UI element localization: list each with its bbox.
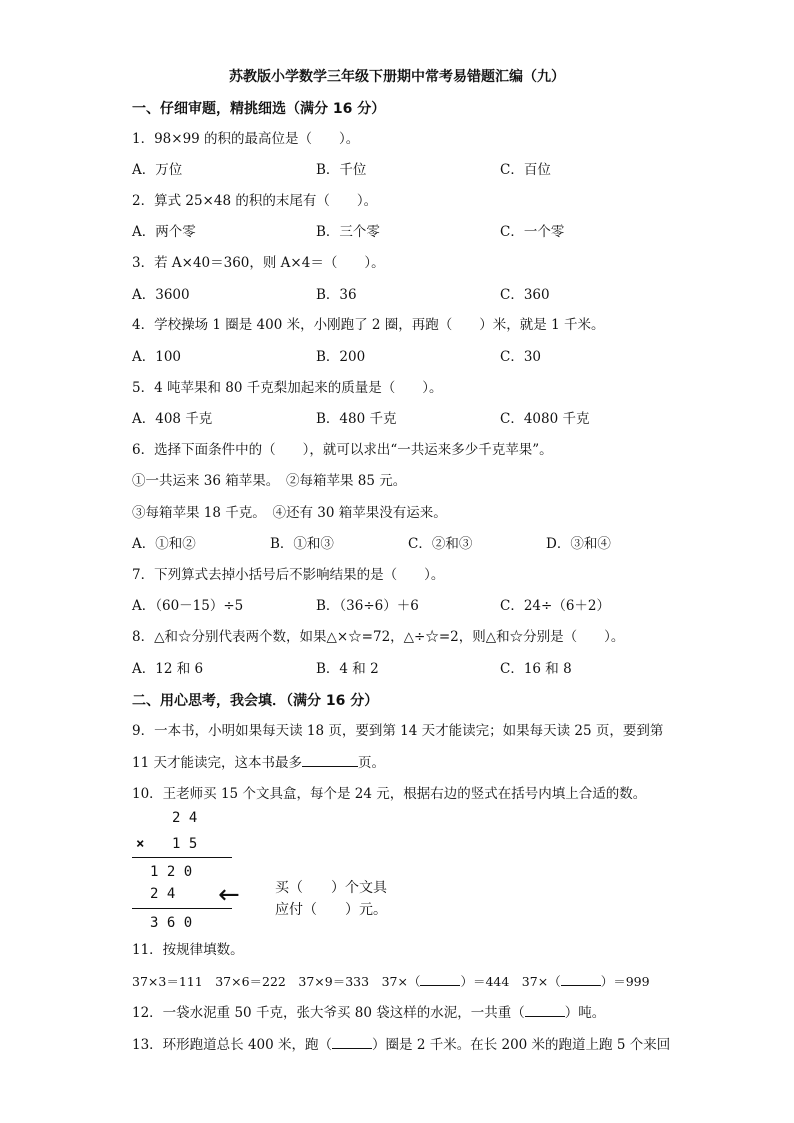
question-3: 3．若 A×40＝360，则 A×4＝（ ）。 xyxy=(132,255,385,271)
q6-option-d[interactable]: D．③和④ xyxy=(546,536,611,552)
q11-sequence xyxy=(132,971,650,992)
calc-note-1: 买（ ）个文具 xyxy=(275,880,387,896)
q1-option-c[interactable]: C．百位 xyxy=(500,162,551,178)
section-2-heading: 二、用心思考，我会填．（满分 16 分） xyxy=(132,693,379,709)
q6-conditions-2: ③每箱苹果 18 千克。 ④还有 30 箱苹果没有运来。 xyxy=(132,505,447,521)
question-1: 1．98×99 的积的最高位是（ ）。 xyxy=(132,131,360,147)
q5-option-c[interactable]: C．4080 千克 xyxy=(500,411,590,427)
question-9-line-2 xyxy=(132,752,385,773)
q11-blank-2[interactable] xyxy=(561,971,601,986)
arrow-left-icon: ← xyxy=(218,880,240,910)
multiply-sign: × xyxy=(136,836,145,852)
q6-option-a[interactable]: A．①和② xyxy=(132,536,196,552)
q7-option-b[interactable]: B．（36÷6）＋6 xyxy=(316,598,419,614)
q12-blank[interactable] xyxy=(525,1002,565,1017)
question-6: 6．选择下面条件中的（ ），就可以求出“一共运来多少千克苹果”。 xyxy=(132,442,553,458)
calc-row-4: 2 4 xyxy=(150,886,176,902)
q11-seq-c: ）＝999 xyxy=(600,974,650,989)
q5-option-a[interactable]: A．408 千克 xyxy=(132,411,213,427)
question-13 xyxy=(132,1034,670,1055)
calc-row-5: 3 6 0 xyxy=(150,915,193,931)
calc-row-3: 1 2 0 xyxy=(150,864,193,880)
q2-option-b[interactable]: B．三个零 xyxy=(316,224,380,240)
q13-text-b: ）圈是 2 千米。在长 200 米的跑道上跑 5 个来回 xyxy=(372,1037,671,1053)
q13-blank[interactable] xyxy=(332,1034,372,1049)
calc-rule-2 xyxy=(132,908,232,909)
q8-option-b[interactable]: B．4 和 2 xyxy=(316,661,379,677)
q11-seq-b: ）＝444 37×（ xyxy=(460,974,561,989)
q8-option-a[interactable]: A．12 和 6 xyxy=(132,661,204,677)
q2-option-a[interactable]: A．两个零 xyxy=(132,224,196,240)
q6-option-c[interactable]: C．②和③ xyxy=(408,536,473,552)
q4-option-b[interactable]: B．200 xyxy=(316,349,366,365)
question-8: 8．△和☆分别代表两个数，如果△×☆=72，△÷☆=2，则△和☆分别是（ ）。 xyxy=(132,629,625,645)
question-12 xyxy=(132,1002,605,1023)
q1-option-b[interactable]: B．千位 xyxy=(316,162,367,178)
q12-text-b: ）吨。 xyxy=(564,1005,606,1021)
page-title: 苏教版小学数学三年级下册期中常考易错题汇编（九） xyxy=(229,69,565,85)
q7-option-a[interactable]: A．（60－15）÷5 xyxy=(132,598,244,614)
q7-option-c[interactable]: C．24÷（6＋2） xyxy=(500,598,610,614)
question-10: 10．王老师买 15 个文具盒，每个是 24 元，根据右边的竖式在括号内填上合适的数。 xyxy=(132,786,647,802)
q3-option-c[interactable]: C．360 xyxy=(500,287,550,303)
question-4: 4．学校操场 1 圈是 400 米，小刚跑了 2 圈，再跑（ ）米，就是 1 千米。 xyxy=(132,317,605,333)
question-11: 11．按规律填数。 xyxy=(132,942,244,958)
q9-answer-blank[interactable] xyxy=(302,752,358,767)
question-2: 2．算式 25×48 的积的末尾有（ ）。 xyxy=(132,193,378,209)
calc-note-2: 应付（ ）元。 xyxy=(275,902,387,918)
q13-text-a: 13．环形跑道总长 400 米，跑（ xyxy=(132,1037,333,1053)
q6-conditions-1: ①一共运来 36 箱苹果。 ②每箱苹果 85 元。 xyxy=(132,473,407,489)
calc-row-1: 2 4 xyxy=(172,810,198,826)
q9-text-a: 11 天才能读完，这本书最多 xyxy=(132,755,302,771)
q4-option-c[interactable]: C．30 xyxy=(500,349,542,365)
q2-option-c[interactable]: C．一个零 xyxy=(500,224,565,240)
q12-text-a: 12．一袋水泥重 50 千克，张大爷买 80 袋这样的水泥，一共重（ xyxy=(132,1005,525,1021)
q9-text-b: 页。 xyxy=(357,755,385,771)
q11-blank-1[interactable] xyxy=(420,971,460,986)
q3-option-b[interactable]: B．36 xyxy=(316,287,357,303)
q5-option-b[interactable]: B．480 千克 xyxy=(316,411,397,427)
q4-option-a[interactable]: A．100 xyxy=(132,349,182,365)
section-1-heading: 一、仔细审题，精挑细选（满分 16 分） xyxy=(132,101,386,117)
q11-seq-a: 37×3＝111 37×6＝222 37×9＝333 37×（ xyxy=(132,974,421,989)
calc-rule-1 xyxy=(132,857,232,858)
question-9-line-1: 9．一本书，小明如果每天读 18 页，要到第 14 天才能读完；如果每天读 25 页，要到第 xyxy=(132,723,664,739)
q3-option-a[interactable]: A．3600 xyxy=(132,287,190,303)
q1-option-a[interactable]: A．万位 xyxy=(132,162,183,178)
calc-row-2: 1 5 xyxy=(172,836,198,852)
q6-option-b[interactable]: B．①和③ xyxy=(270,536,334,552)
q8-option-c[interactable]: C．16 和 8 xyxy=(500,661,572,677)
question-7: 7．下列算式去掉小括号后不影响结果的是（ ）。 xyxy=(132,567,445,583)
question-5: 5．4 吨苹果和 80 千克梨加起来的质量是（ ）。 xyxy=(132,380,443,396)
